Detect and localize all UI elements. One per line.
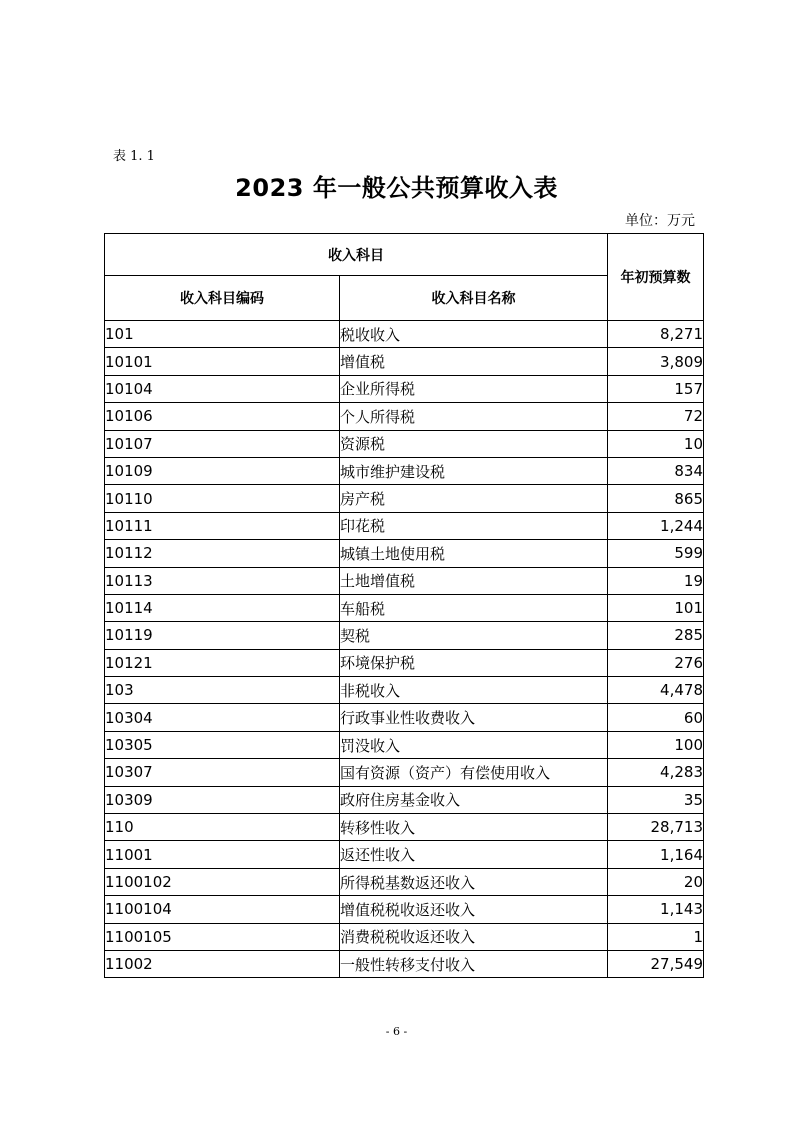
- cell-name: 企业所得税: [340, 375, 608, 402]
- cell-code: 1100105: [105, 923, 340, 950]
- cell-name: 行政事业性收费收入: [340, 704, 608, 731]
- table-row: [105, 841, 704, 868]
- cell-name: 消费税税收返还收入: [340, 923, 608, 950]
- cell-code: 1100104: [105, 896, 340, 923]
- cell-amount: 35: [608, 786, 704, 813]
- cell-code: 10104: [105, 375, 340, 402]
- revenue-table: [104, 233, 704, 978]
- table-row: [105, 677, 704, 704]
- table-row: [105, 649, 704, 676]
- cell-amount: 1,143: [608, 896, 704, 923]
- cell-amount: 1,164: [608, 841, 704, 868]
- cell-amount: 1,244: [608, 512, 704, 539]
- cell-name: 增值税: [340, 348, 608, 375]
- cell-code: 10305: [105, 731, 340, 758]
- table-row: [105, 731, 704, 758]
- cell-amount: 4,283: [608, 759, 704, 786]
- cell-amount: 865: [608, 485, 704, 512]
- cell-name: 非税收入: [340, 677, 608, 704]
- cell-code: 11002: [105, 950, 340, 977]
- page-title: 2023 年一般公共预算收入表: [235, 174, 558, 202]
- table-row: [105, 594, 704, 621]
- cell-code: 10119: [105, 622, 340, 649]
- cell-code: 10114: [105, 594, 340, 621]
- cell-name: 税收收入: [340, 321, 608, 348]
- cell-amount: 3,809: [608, 348, 704, 375]
- cell-name: 车船税: [340, 594, 608, 621]
- table-row: [105, 923, 704, 950]
- cell-name: 国有资源（资产）有偿使用收入: [340, 759, 608, 786]
- cell-code: 10304: [105, 704, 340, 731]
- cell-code: 10113: [105, 567, 340, 594]
- cell-code: 101: [105, 321, 340, 348]
- cell-name: 政府住房基金收入: [340, 786, 608, 813]
- cell-code: 10309: [105, 786, 340, 813]
- unit-label: 单位：万元: [625, 213, 695, 229]
- table-row: [105, 403, 704, 430]
- cell-code: 110: [105, 814, 340, 841]
- table-row: [105, 567, 704, 594]
- table-body: [105, 321, 704, 978]
- cell-code: 10101: [105, 348, 340, 375]
- cell-amount: 4,478: [608, 677, 704, 704]
- cell-amount: 20: [608, 868, 704, 895]
- cell-amount: 285: [608, 622, 704, 649]
- cell-name: 环境保护税: [340, 649, 608, 676]
- header-subject-code: 收入科目编码: [105, 276, 340, 321]
- page-number: - 6 -: [385, 1025, 408, 1038]
- cell-amount: 19: [608, 567, 704, 594]
- cell-amount: 157: [608, 375, 704, 402]
- cell-code: 1100102: [105, 868, 340, 895]
- cell-name: 返还性收入: [340, 841, 608, 868]
- cell-code: 10307: [105, 759, 340, 786]
- table-label: 表 1. 1: [113, 149, 155, 164]
- table-row: [105, 759, 704, 786]
- cell-code: 10121: [105, 649, 340, 676]
- cell-name: 房产税: [340, 485, 608, 512]
- cell-amount: 10: [608, 430, 704, 457]
- cell-amount: 100: [608, 731, 704, 758]
- cell-code: 103: [105, 677, 340, 704]
- cell-name: 契税: [340, 622, 608, 649]
- header-revenue-subject: 收入科目: [105, 234, 608, 276]
- table-row: [105, 485, 704, 512]
- cell-name: 印花税: [340, 512, 608, 539]
- cell-amount: 72: [608, 403, 704, 430]
- header-annual-budget: 年初预算数: [608, 234, 704, 321]
- cell-code: 10106: [105, 403, 340, 430]
- table-row: [105, 814, 704, 841]
- table-row: [105, 786, 704, 813]
- cell-name: 资源税: [340, 430, 608, 457]
- table-row: [105, 540, 704, 567]
- cell-code: 10107: [105, 430, 340, 457]
- cell-name: 土地增值税: [340, 567, 608, 594]
- cell-amount: 1: [608, 923, 704, 950]
- cell-amount: 60: [608, 704, 704, 731]
- table-row: [105, 348, 704, 375]
- cell-name: 城市维护建设税: [340, 457, 608, 484]
- cell-name: 转移性收入: [340, 814, 608, 841]
- table-row: [105, 375, 704, 402]
- cell-name: 个人所得税: [340, 403, 608, 430]
- table-row: [105, 896, 704, 923]
- cell-amount: 834: [608, 457, 704, 484]
- cell-name: 所得税基数返还收入: [340, 868, 608, 895]
- cell-name: 罚没收入: [340, 731, 608, 758]
- table-row: [105, 321, 704, 348]
- table-row: [105, 622, 704, 649]
- cell-amount: 28,713: [608, 814, 704, 841]
- cell-amount: 101: [608, 594, 704, 621]
- table-row: [105, 512, 704, 539]
- cell-amount: 8,271: [608, 321, 704, 348]
- table-row: [105, 704, 704, 731]
- cell-code: 10110: [105, 485, 340, 512]
- cell-code: 11001: [105, 841, 340, 868]
- table-row: [105, 457, 704, 484]
- header-subject-name: 收入科目名称: [340, 276, 608, 321]
- table-row: [105, 950, 704, 977]
- cell-name: 增值税税收返还收入: [340, 896, 608, 923]
- cell-name: 城镇土地使用税: [340, 540, 608, 567]
- cell-code: 10109: [105, 457, 340, 484]
- cell-code: 10111: [105, 512, 340, 539]
- cell-amount: 276: [608, 649, 704, 676]
- cell-amount: 599: [608, 540, 704, 567]
- cell-code: 10112: [105, 540, 340, 567]
- cell-name: 一般性转移支付收入: [340, 950, 608, 977]
- table-row: [105, 430, 704, 457]
- cell-amount: 27,549: [608, 950, 704, 977]
- table-row: [105, 868, 704, 895]
